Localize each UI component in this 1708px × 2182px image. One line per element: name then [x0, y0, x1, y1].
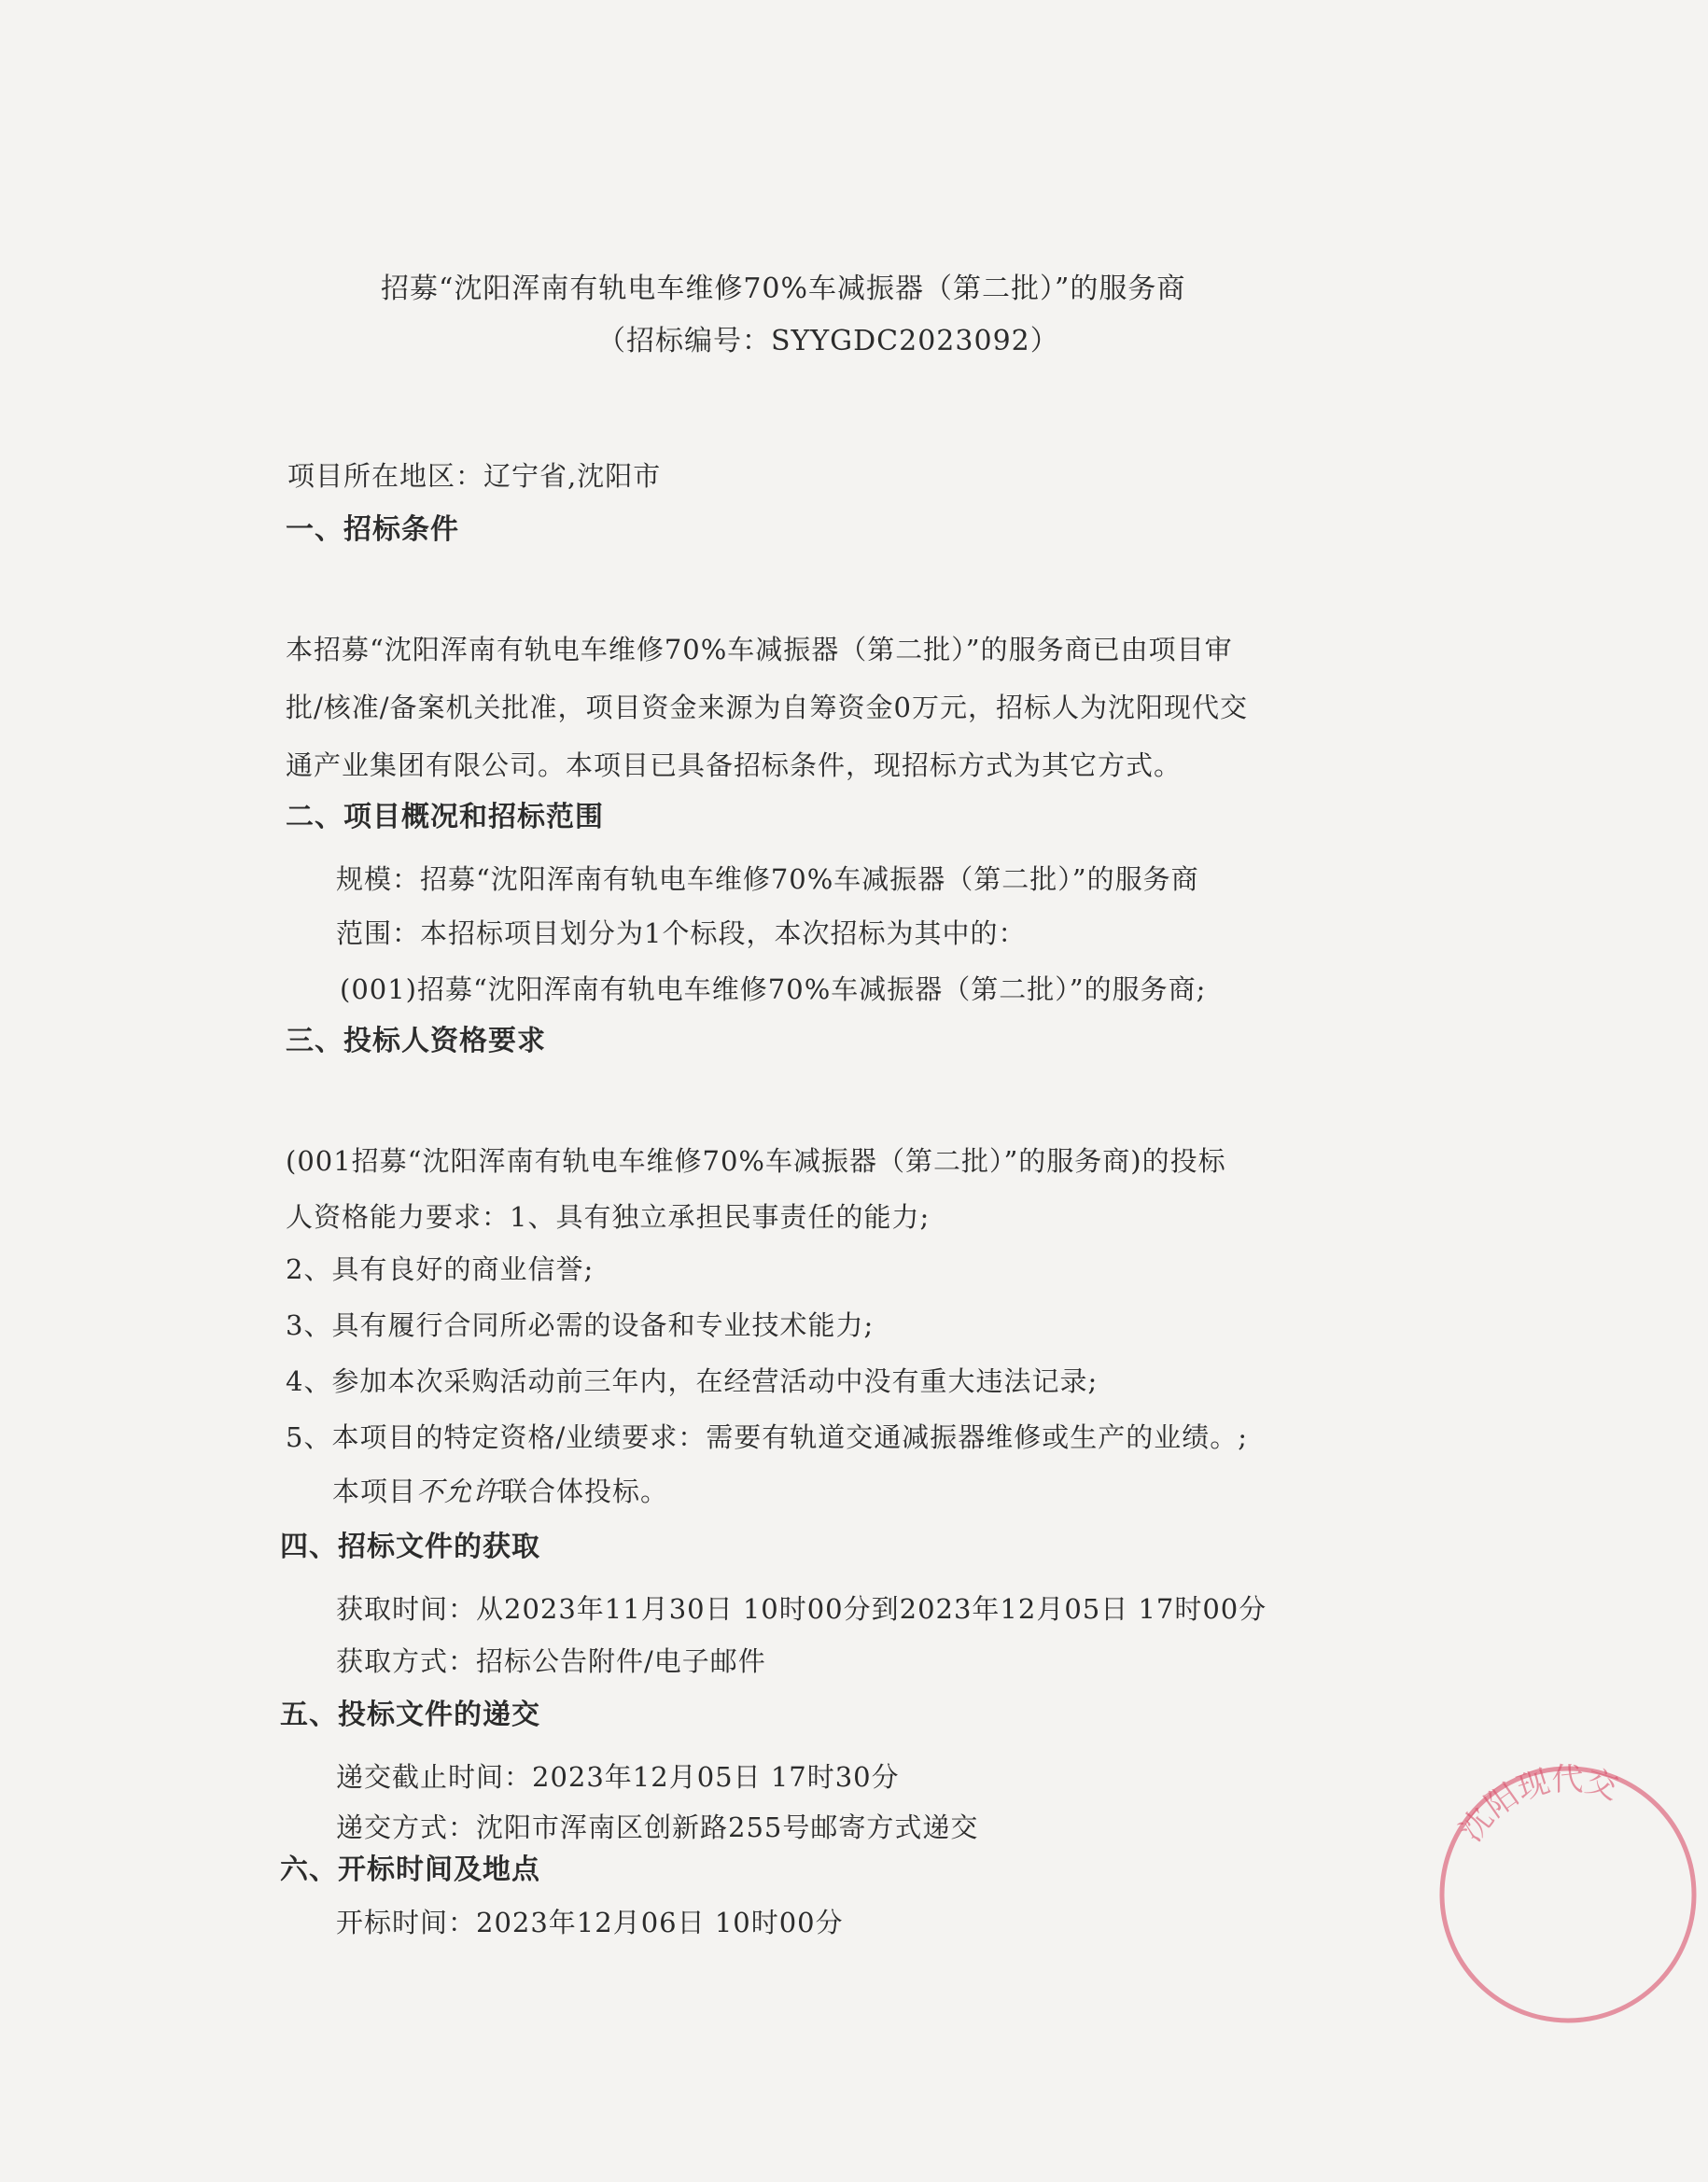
paragraph-line: 5、本项目的特定资格/业绩要求：需要有轨道交通减振器维修或生产的业绩。; [286, 1421, 1248, 1453]
paragraph-line: 获取方式：招标公告附件/电子邮件 [336, 1645, 766, 1677]
paragraph-line: 3、具有履行合同所必需的设备和专业技术能力; [286, 1309, 875, 1341]
consortium-suffix: 联合体投标。 [500, 1476, 669, 1507]
consortium-prefix: 本项目 [332, 1476, 417, 1507]
paragraph-line: 人资格能力要求：1、具有独立承担民事责任的能力; [286, 1201, 931, 1233]
paragraph-line: (001)招募“沈阳浑南有轨电车维修70%车减振器（第二批）”的服务商; [340, 973, 1207, 1005]
section-heading-3: 三、投标人资格要求 [286, 1025, 546, 1057]
section-heading-5: 五、投标文件的递交 [280, 1699, 540, 1731]
company-seal [1428, 1755, 1708, 2035]
paragraph-line: (001招募“沈阳浑南有轨电车维修70%车减振器（第二批）”的服务商)的投标 [286, 1145, 1226, 1177]
bid-number: （招标编号：SYYGDC2023092） [597, 325, 1059, 357]
paragraph-line: 范围：本招标项目划分为1个标段，本次招标为其中的： [336, 917, 1027, 949]
document-title: 招募“沈阳浑南有轨电车维修70%车减振器（第二批）”的服务商 [381, 273, 1186, 305]
paragraph-line: 本招募“沈阳浑南有轨电车维修70%车减振器（第二批）”的服务商已由项目审 [286, 634, 1233, 665]
consortium-emphasis: 不允许 [416, 1476, 501, 1507]
svg-text:沈阳现代交: 沈阳现代交 [1452, 1760, 1623, 1849]
paragraph-line: 4、参加本次采购活动前三年内，在经营活动中没有重大违法记录; [286, 1365, 1099, 1397]
section-heading-2: 二、项目概况和招标范围 [286, 801, 604, 833]
paragraph-line: 通产业集团有限公司。本项目已具备招标条件，现招标方式为其它方式。 [286, 749, 1183, 781]
paragraph-line: 递交截止时间：2023年12月05日 17时30分 [336, 1761, 900, 1793]
paragraph-line: 获取时间：从2023年11月30日 10时00分到2023年12月05日 17时00分 [336, 1593, 1267, 1625]
section-heading-1: 一、招标条件 [286, 513, 459, 546]
paragraph-line: 递交方式：沈阳市浑南区创新路255号邮寄方式递交 [336, 1811, 979, 1843]
paragraph-line: 批/核准/备案机关批准，项目资金来源为自筹资金0万元，招标人为沈阳现代交 [286, 692, 1248, 723]
section-heading-6: 六、开标时间及地点 [280, 1853, 540, 1886]
paragraph-line: 开标时间：2023年12月06日 10时00分 [336, 1907, 844, 1938]
paragraph-line: 2、具有良好的商业信誉; [286, 1253, 595, 1285]
project-region: 项目所在地区：辽宁省,沈阳市 [287, 460, 662, 492]
consortium-line [332, 1473, 668, 1510]
section-heading-4: 四、招标文件的获取 [280, 1531, 540, 1563]
paragraph-line: 规模：招募“沈阳浑南有轨电车维修70%车减振器（第二批）”的服务商 [336, 863, 1199, 895]
